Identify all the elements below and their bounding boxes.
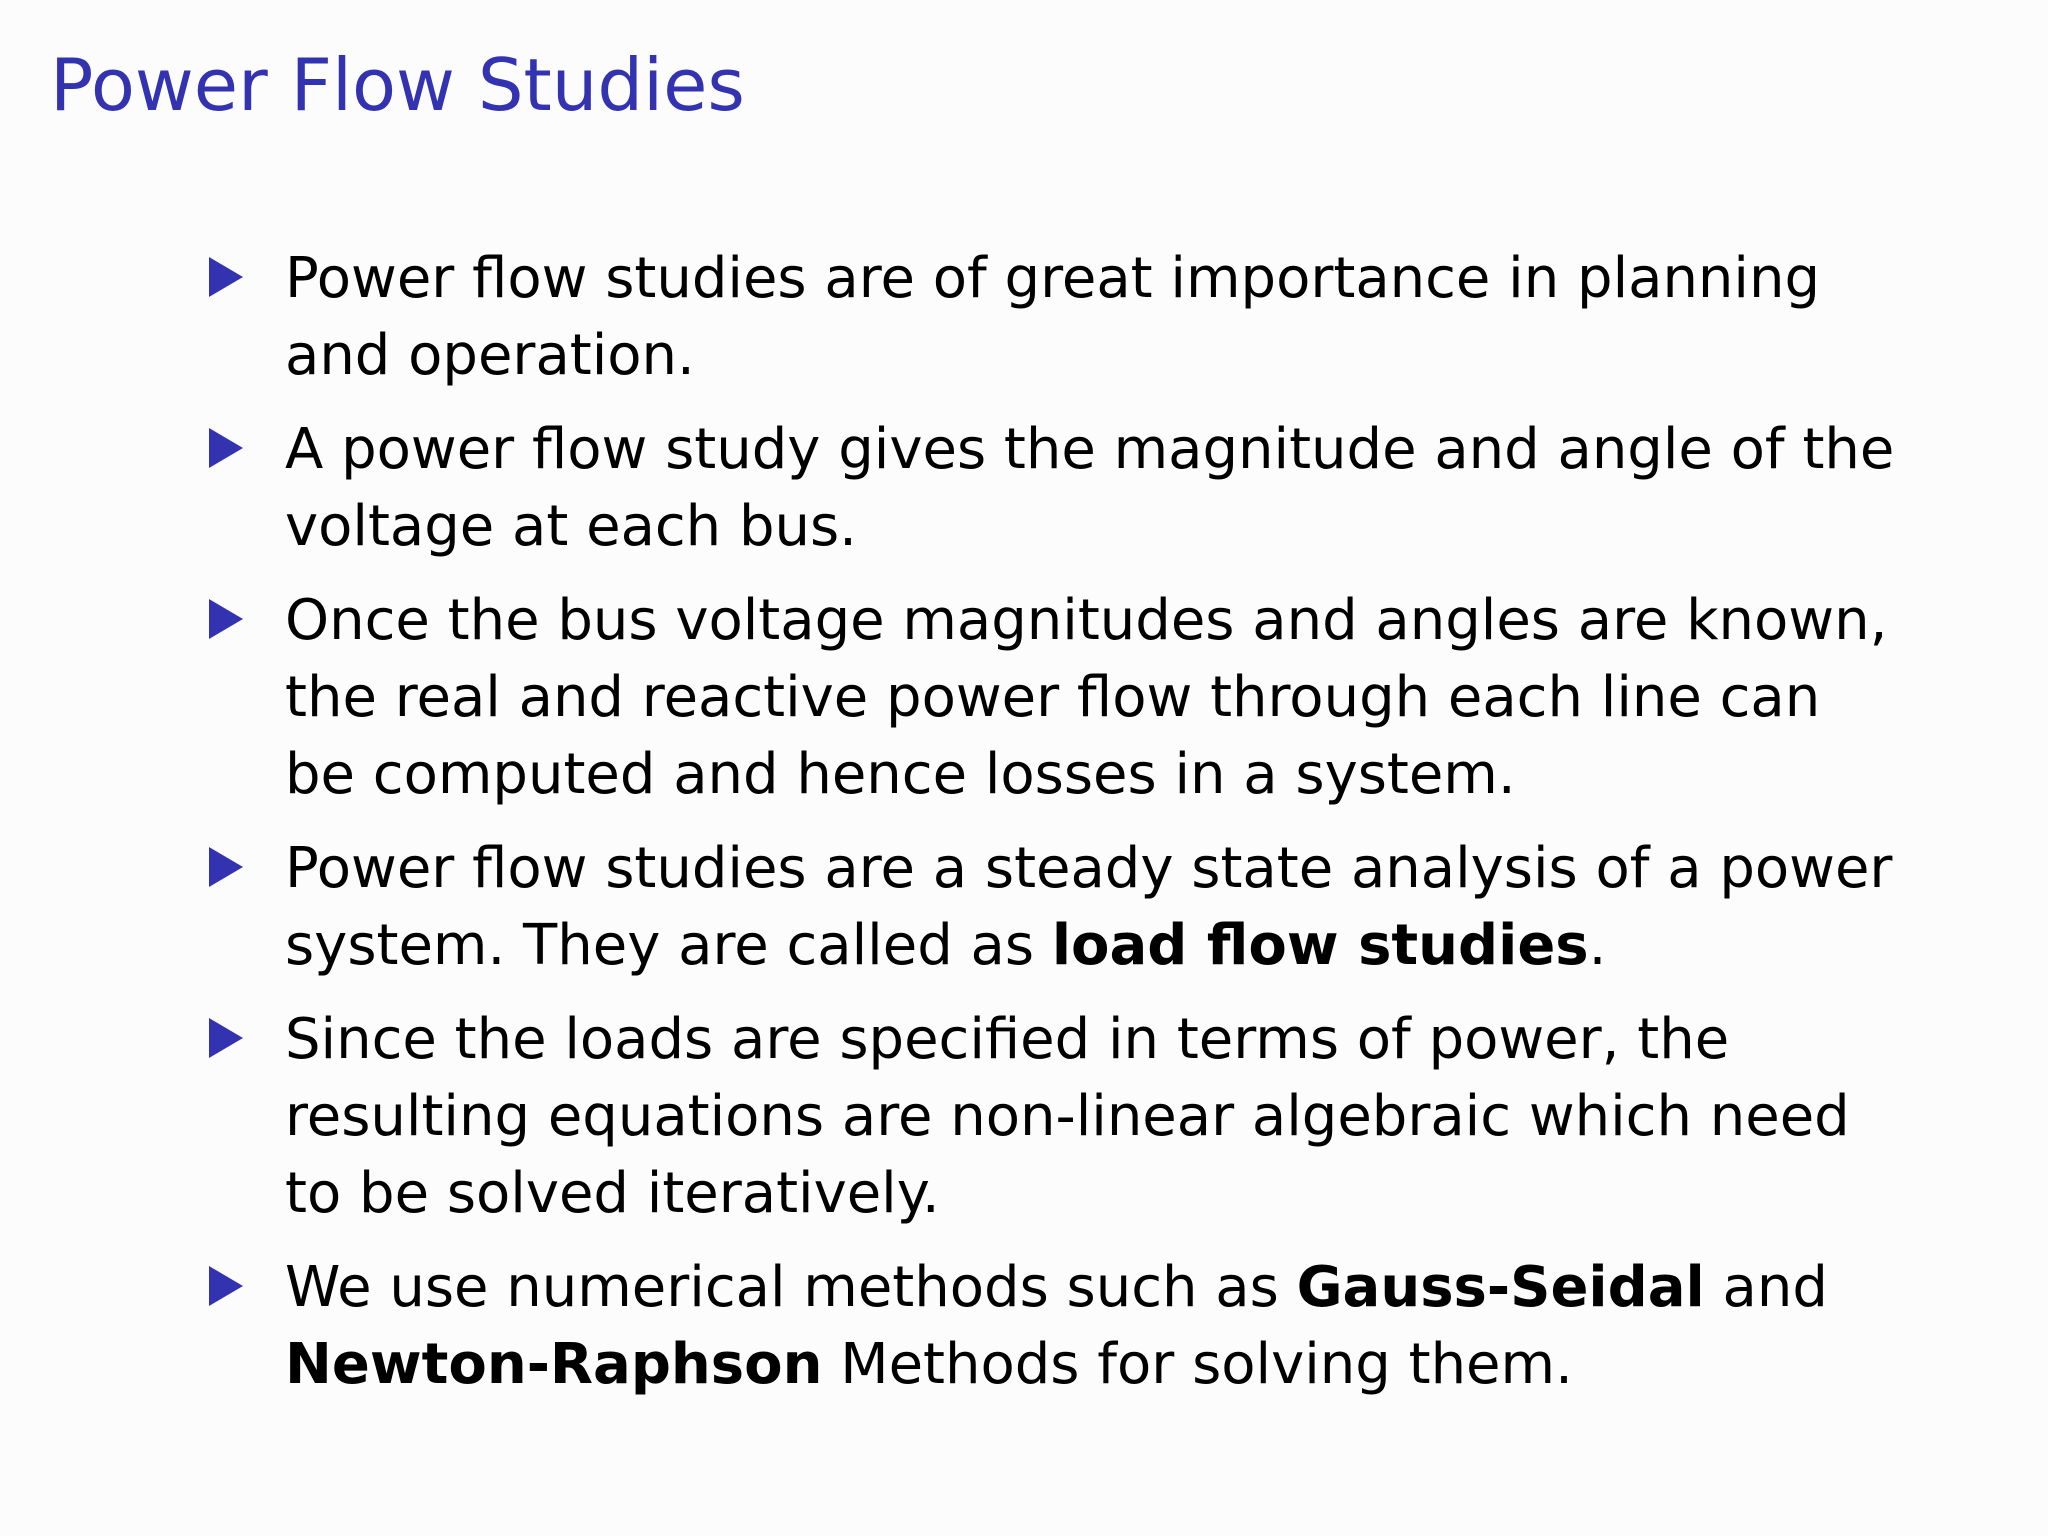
triangle-right-icon — [209, 428, 243, 468]
bullet-text: We use numerical methods such as Gauss-Seidal and Newton-Raphson Methods for solving them. — [285, 1255, 1828, 1397]
bold-term: Gauss-Seidal — [1296, 1255, 1705, 1320]
triangle-right-icon — [209, 1266, 243, 1306]
bullet-list — [205, 240, 1905, 1420]
bullet-item — [205, 1249, 1905, 1403]
bold-term: load flow studies — [1051, 913, 1589, 978]
bullet-item — [205, 1001, 1905, 1232]
triangle-right-icon — [209, 1018, 243, 1058]
triangle-right-icon — [209, 599, 243, 639]
bullet-text: Since the loads are specified in terms of power, the resulting equations are non-linear algebraic which need to be solved iteratively. — [285, 1007, 1850, 1226]
bullet-item — [205, 240, 1905, 394]
triangle-right-icon — [209, 847, 243, 887]
bullet-text: A power flow study gives the magnitude and angle of the voltage at each bus. — [285, 417, 1895, 559]
bullet-item — [205, 830, 1905, 984]
bullet-item — [205, 411, 1905, 565]
bullet-text: Power flow studies are a steady state analysis of a power system. They are called as load flow studies. — [285, 836, 1893, 978]
bullet-text: Power flow studies are of great importance in planning and operation. — [285, 246, 1821, 388]
bullet-item — [205, 582, 1905, 813]
triangle-right-icon — [209, 257, 243, 297]
bullet-text: Once the bus voltage magnitudes and angles are known, the real and reactive power flow through each line can be computed and hence losses in a system. — [285, 588, 1888, 807]
slide-title: Power Flow Studies — [50, 43, 745, 127]
bold-term: Newton-Raphson — [285, 1332, 823, 1397]
